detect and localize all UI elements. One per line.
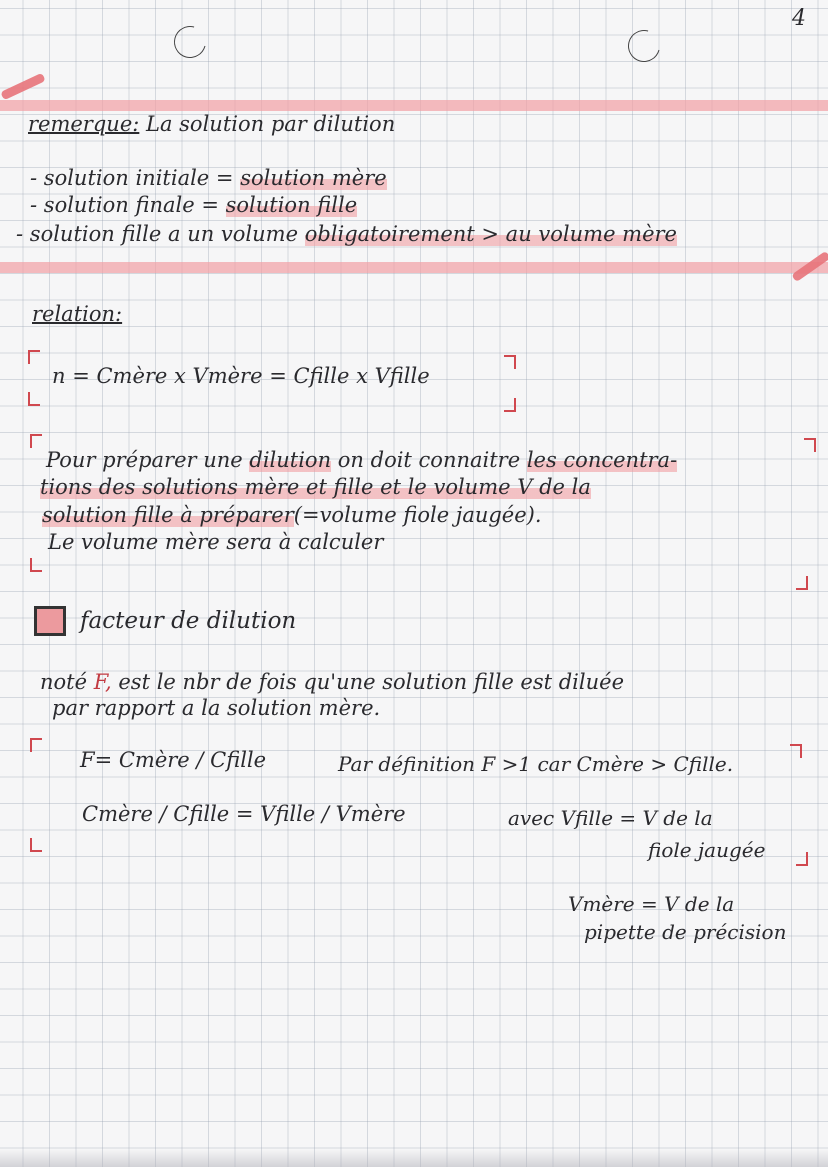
bracket-bl-2 (30, 558, 42, 572)
remark-item-3: - solution fille a un volume obligatoirement > au volume mère (16, 222, 677, 246)
highlight-stroke-top (0, 73, 45, 101)
bracket-tl-2 (30, 434, 42, 448)
paragraph-line-2: tions des solutions mère et fille et le volume V de la (40, 475, 591, 499)
factor-def-line-1: noté F, est le nbr de fois qu'une solution fille est diluée (40, 670, 624, 694)
relation-formula: n = Cmère x Vmère = Cfille x Vfille (52, 364, 430, 388)
factor-formula-2-note-3: Vmère = V de la (568, 892, 735, 916)
bracket-br-3 (796, 852, 808, 866)
bracket-tl-3 (30, 738, 42, 752)
factor-formula-2: Cmère / Cfille = Vfille / Vmère (82, 802, 406, 826)
bracket-br-2 (796, 576, 808, 590)
remark-item-1: - solution initiale = solution mère (30, 166, 387, 190)
relation-label: relation: (32, 302, 123, 326)
remark-title: La solution par dilution (146, 112, 396, 136)
bracket-tr (504, 355, 516, 369)
factor-heading: facteur de dilution (80, 608, 297, 634)
bracket-bl (28, 392, 40, 406)
factor-formula-1-note: Par définition F >1 car Cmère > Cfille. (338, 752, 734, 776)
paragraph-line-4: Le volume mère sera à calculer (48, 530, 384, 554)
factor-def-line-2: par rapport a la solution mère. (52, 696, 381, 720)
remark-item-2: - solution finale = solution fille (30, 193, 358, 217)
remark-label: remerque: (28, 112, 140, 136)
highlight-band-top (0, 100, 828, 111)
bracket-tr-3 (790, 744, 802, 758)
factor-formula-2-note-1: avec Vfille = V de la (508, 806, 713, 830)
bracket-tr-2 (804, 438, 816, 452)
binder-hole-right (622, 24, 666, 68)
page-bottom-edge (0, 1149, 828, 1167)
paragraph-line-1: Pour préparer une dilution on doit connaitre les concentra- (46, 448, 678, 472)
factor-formula-2-note-2: fiole jaugée (648, 838, 766, 862)
paragraph-line-3: solution fille à préparer(=volume fiole jaugée). (42, 503, 542, 527)
highlight-band-bottom (0, 262, 828, 273)
factor-formula-2-note-4: pipette de précision (584, 920, 787, 944)
remark-title-line (28, 112, 395, 136)
section-checkbox (34, 606, 66, 636)
page-number: 4 (792, 6, 806, 31)
bracket-tl (28, 350, 40, 364)
factor-formula-1: F= Cmère / Cfille (80, 748, 267, 772)
binder-hole-left (168, 20, 212, 64)
bracket-br (504, 398, 516, 412)
bracket-bl-3 (30, 838, 42, 852)
